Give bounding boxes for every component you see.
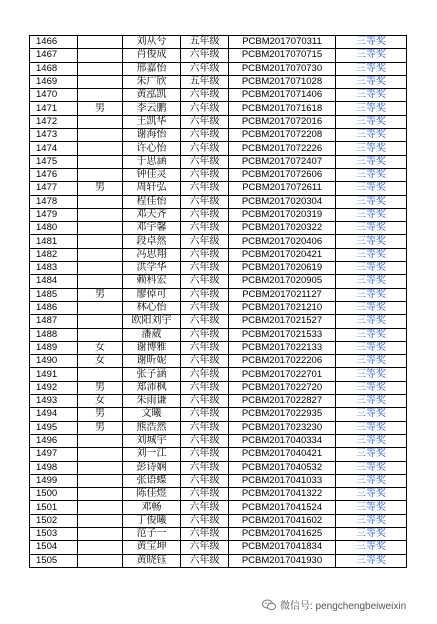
grade-cell: 六年级 <box>181 208 229 221</box>
award-cell: 三等奖 <box>336 168 407 181</box>
student-name: 许心怡 <box>123 142 181 155</box>
grade-cell: 六年级 <box>181 89 229 102</box>
registration-code: PCBM2017041930 <box>229 554 336 567</box>
row-number: 1477 <box>30 182 78 195</box>
registration-code: PCBM2017071406 <box>229 89 336 102</box>
award-cell: 三等奖 <box>336 208 407 221</box>
row-number: 1486 <box>30 301 78 314</box>
gender-cell <box>78 474 123 487</box>
student-name: 赖科宏 <box>123 275 181 288</box>
table-row <box>30 142 407 155</box>
table-row <box>30 262 407 275</box>
student-name: 林心怡 <box>123 301 181 314</box>
gender-cell <box>78 368 123 381</box>
award-cell: 三等奖 <box>336 102 407 115</box>
row-number: 1497 <box>30 448 78 461</box>
award-cell: 三等奖 <box>336 49 407 62</box>
award-cell: 三等奖 <box>336 395 407 408</box>
gender-cell <box>78 36 123 49</box>
table-row <box>30 434 407 447</box>
gender-cell <box>78 62 123 75</box>
grade-cell: 六年级 <box>181 115 229 128</box>
registration-code: PCBM2017021527 <box>229 315 336 328</box>
row-number: 1467 <box>30 49 78 62</box>
award-cell: 三等奖 <box>336 341 407 354</box>
registration-code: PCBM2017072208 <box>229 129 336 142</box>
student-name: 周轩弘 <box>123 182 181 195</box>
grade-cell: 六年级 <box>181 129 229 142</box>
row-number: 1493 <box>30 395 78 408</box>
table-row <box>30 488 407 501</box>
grade-cell: 六年级 <box>181 488 229 501</box>
table-row <box>30 115 407 128</box>
award-cell: 三等奖 <box>336 62 407 75</box>
student-name: 段卓然 <box>123 235 181 248</box>
award-cell: 三等奖 <box>336 408 407 421</box>
registration-code: PCBM2017020421 <box>229 248 336 261</box>
gender-cell: 男 <box>78 421 123 434</box>
grade-cell: 六年级 <box>181 155 229 168</box>
gender-cell: 男 <box>78 182 123 195</box>
table-row <box>30 36 407 49</box>
award-cell: 三等奖 <box>336 142 407 155</box>
gender-cell <box>78 301 123 314</box>
table-row <box>30 315 407 328</box>
grade-cell: 六年级 <box>181 328 229 341</box>
grade-cell: 六年级 <box>181 168 229 181</box>
table-row <box>30 527 407 540</box>
grade-cell: 六年级 <box>181 381 229 394</box>
registration-code: PCBM2017021533 <box>229 328 336 341</box>
grade-cell: 五年级 <box>181 36 229 49</box>
student-name: 郑沛枫 <box>123 381 181 394</box>
award-cell: 三等奖 <box>336 461 407 474</box>
grade-cell: 六年级 <box>181 341 229 354</box>
student-name: 文曦 <box>123 408 181 421</box>
row-number: 1483 <box>30 262 78 275</box>
grade-cell: 六年级 <box>181 262 229 275</box>
gender-cell <box>78 142 123 155</box>
registration-code: PCBM2017041602 <box>229 514 336 527</box>
registration-code: PCBM2017040421 <box>229 448 336 461</box>
table-row <box>30 448 407 461</box>
grade-cell: 六年级 <box>181 248 229 261</box>
gender-cell: 男 <box>78 102 123 115</box>
registration-code: PCBM2017041033 <box>229 474 336 487</box>
gender-cell: 女 <box>78 341 123 354</box>
table-row <box>30 129 407 142</box>
grade-cell: 六年级 <box>181 235 229 248</box>
table-row <box>30 301 407 314</box>
table-row <box>30 408 407 421</box>
student-name: 邓天齐 <box>123 208 181 221</box>
gender-cell: 女 <box>78 355 123 368</box>
grade-cell: 六年级 <box>181 434 229 447</box>
student-name: 张子涵 <box>123 368 181 381</box>
gender-cell: 男 <box>78 381 123 394</box>
grade-cell: 六年级 <box>181 474 229 487</box>
student-name: 于思涵 <box>123 155 181 168</box>
gender-cell <box>78 554 123 567</box>
registration-code: PCBM2017041322 <box>229 488 336 501</box>
row-number: 1473 <box>30 129 78 142</box>
award-cell: 三等奖 <box>336 328 407 341</box>
row-number: 1470 <box>30 89 78 102</box>
row-number: 1503 <box>30 527 78 540</box>
grade-cell: 六年级 <box>181 501 229 514</box>
award-cell: 三等奖 <box>336 514 407 527</box>
award-cell: 三等奖 <box>336 527 407 540</box>
award-cell: 三等奖 <box>336 381 407 394</box>
registration-code: PCBM2017072407 <box>229 155 336 168</box>
wechat-id-text: 微信号: pengchengbeiweixin <box>280 601 407 612</box>
award-cell: 三等奖 <box>336 195 407 208</box>
row-number: 1476 <box>30 168 78 181</box>
row-number: 1498 <box>30 461 78 474</box>
table-row <box>30 328 407 341</box>
student-name: 邓宇馨 <box>123 222 181 235</box>
grade-cell: 六年级 <box>181 49 229 62</box>
gender-cell <box>78 448 123 461</box>
registration-code: PCBM2017020319 <box>229 208 336 221</box>
gender-cell <box>78 129 123 142</box>
grade-cell: 六年级 <box>181 355 229 368</box>
registration-code: PCBM2017022935 <box>229 408 336 421</box>
row-number: 1474 <box>30 142 78 155</box>
student-name: 黄宝坤 <box>123 541 181 554</box>
grade-cell: 六年级 <box>181 514 229 527</box>
student-name: 朱雨谦 <box>123 395 181 408</box>
gender-cell <box>78 514 123 527</box>
award-cell: 三等奖 <box>336 434 407 447</box>
grade-cell: 六年级 <box>181 222 229 235</box>
registration-code: PCBM2017072226 <box>229 142 336 155</box>
gender-cell <box>78 89 123 102</box>
row-number: 1495 <box>30 421 78 434</box>
row-number: 1478 <box>30 195 78 208</box>
award-cell: 三等奖 <box>336 115 407 128</box>
row-number: 1468 <box>30 62 78 75</box>
registration-code: PCBM2017071028 <box>229 75 336 88</box>
registration-code: PCBM2017021210 <box>229 301 336 314</box>
award-cell: 三等奖 <box>336 355 407 368</box>
row-number: 1475 <box>30 155 78 168</box>
gender-cell: 女 <box>78 395 123 408</box>
student-name: 王凯华 <box>123 115 181 128</box>
row-number: 1472 <box>30 115 78 128</box>
student-name: 欧阳刘宇 <box>123 315 181 328</box>
registration-code: PCBM2017020905 <box>229 275 336 288</box>
table-row <box>30 461 407 474</box>
row-number: 1485 <box>30 288 78 301</box>
row-number: 1500 <box>30 488 78 501</box>
table-row <box>30 554 407 567</box>
grade-cell: 六年级 <box>181 102 229 115</box>
row-number: 1471 <box>30 102 78 115</box>
student-name: 刘从兮 <box>123 36 181 49</box>
student-name: 陈佳煜 <box>123 488 181 501</box>
results-table <box>29 35 407 568</box>
grade-cell: 五年级 <box>181 75 229 88</box>
gender-cell <box>78 501 123 514</box>
row-number: 1504 <box>30 541 78 554</box>
registration-code: PCBM2017023230 <box>229 421 336 434</box>
row-number: 1505 <box>30 554 78 567</box>
row-number: 1469 <box>30 75 78 88</box>
gender-cell <box>78 49 123 62</box>
award-cell: 三等奖 <box>336 75 407 88</box>
award-cell: 三等奖 <box>336 474 407 487</box>
registration-code: PCBM2017020619 <box>229 262 336 275</box>
gender-cell <box>78 195 123 208</box>
table-row <box>30 195 407 208</box>
award-cell: 三等奖 <box>336 275 407 288</box>
student-name: 程佳怡 <box>123 195 181 208</box>
student-name: 李云鹏 <box>123 102 181 115</box>
award-cell: 三等奖 <box>336 301 407 314</box>
student-name: 邢嘉怡 <box>123 62 181 75</box>
table-row <box>30 208 407 221</box>
table-row <box>30 155 407 168</box>
award-cell: 三等奖 <box>336 448 407 461</box>
grade-cell: 六年级 <box>181 62 229 75</box>
student-name: 谢昕妮 <box>123 355 181 368</box>
grade-cell: 六年级 <box>181 395 229 408</box>
gender-cell <box>78 527 123 540</box>
award-cell: 三等奖 <box>336 554 407 567</box>
registration-code: PCBM2017021127 <box>229 288 336 301</box>
table-row <box>30 75 407 88</box>
row-number: 1492 <box>30 381 78 394</box>
table-row <box>30 501 407 514</box>
student-name: 谢海怡 <box>123 129 181 142</box>
wechat-footer <box>262 597 406 612</box>
award-cell: 三等奖 <box>336 235 407 248</box>
table-row <box>30 288 407 301</box>
award-cell: 三等奖 <box>336 501 407 514</box>
row-number: 1479 <box>30 208 78 221</box>
grade-cell: 六年级 <box>181 554 229 567</box>
gender-cell <box>78 222 123 235</box>
table-row <box>30 275 407 288</box>
award-cell: 三等奖 <box>336 368 407 381</box>
wechat-icon <box>262 599 276 611</box>
student-name: 黄泓凯 <box>123 89 181 102</box>
gender-cell <box>78 488 123 501</box>
row-number: 1502 <box>30 514 78 527</box>
award-cell: 三等奖 <box>336 488 407 501</box>
student-name: 廖倬可 <box>123 288 181 301</box>
grade-cell: 六年级 <box>181 182 229 195</box>
row-number: 1501 <box>30 501 78 514</box>
student-name: 熊浩然 <box>123 421 181 434</box>
table-row <box>30 62 407 75</box>
student-name: 丁俊曦 <box>123 514 181 527</box>
gender-cell <box>78 541 123 554</box>
student-name: 钟佳灵 <box>123 168 181 181</box>
registration-code: PCBM2017022701 <box>229 368 336 381</box>
award-cell: 三等奖 <box>336 222 407 235</box>
table-row <box>30 341 407 354</box>
gender-cell <box>78 248 123 261</box>
grade-cell: 六年级 <box>181 315 229 328</box>
award-cell: 三等奖 <box>336 248 407 261</box>
registration-code: PCBM2017072606 <box>229 168 336 181</box>
registration-code: PCBM2017040334 <box>229 434 336 447</box>
table-row <box>30 235 407 248</box>
table-row <box>30 182 407 195</box>
registration-code: PCBM2017041524 <box>229 501 336 514</box>
row-number: 1466 <box>30 36 78 49</box>
student-name: 肖俊成 <box>123 49 181 62</box>
award-cell: 三等奖 <box>336 182 407 195</box>
gender-cell <box>78 235 123 248</box>
table-row <box>30 102 407 115</box>
student-name: 张语蝶 <box>123 474 181 487</box>
student-name: 潘葳 <box>123 328 181 341</box>
grade-cell: 六年级 <box>181 527 229 540</box>
grade-cell: 六年级 <box>181 301 229 314</box>
gender-cell <box>78 328 123 341</box>
registration-code: PCBM2017041834 <box>229 541 336 554</box>
grade-cell: 六年级 <box>181 461 229 474</box>
award-cell: 三等奖 <box>336 36 407 49</box>
table-row <box>30 168 407 181</box>
grade-cell: 六年级 <box>181 142 229 155</box>
award-cell: 三等奖 <box>336 288 407 301</box>
row-number: 1494 <box>30 408 78 421</box>
gender-cell <box>78 168 123 181</box>
student-name: 谢博雅 <box>123 341 181 354</box>
student-name: 彭诗娴 <box>123 461 181 474</box>
award-cell: 三等奖 <box>336 541 407 554</box>
gender-cell: 男 <box>78 408 123 421</box>
registration-code: PCBM2017070715 <box>229 49 336 62</box>
registration-code: PCBM2017071618 <box>229 102 336 115</box>
student-name: 范子一 <box>123 527 181 540</box>
table-row <box>30 474 407 487</box>
student-name: 邓畅 <box>123 501 181 514</box>
table-row <box>30 222 407 235</box>
student-name: 黄晓钰 <box>123 554 181 567</box>
student-name: 洪学华 <box>123 262 181 275</box>
table-row <box>30 395 407 408</box>
table-row <box>30 514 407 527</box>
registration-code: PCBM2017070311 <box>229 36 336 49</box>
award-cell: 三等奖 <box>336 421 407 434</box>
gender-cell <box>78 75 123 88</box>
registration-code: PCBM2017070730 <box>229 62 336 75</box>
registration-code: PCBM2017020322 <box>229 222 336 235</box>
registration-code: PCBM2017020406 <box>229 235 336 248</box>
registration-code: PCBM2017020304 <box>229 195 336 208</box>
grade-cell: 六年级 <box>181 275 229 288</box>
grade-cell: 六年级 <box>181 368 229 381</box>
gender-cell <box>78 434 123 447</box>
row-number: 1484 <box>30 275 78 288</box>
table-row <box>30 248 407 261</box>
gender-cell <box>78 155 123 168</box>
registration-code: PCBM2017072016 <box>229 115 336 128</box>
results-table-body <box>30 36 407 568</box>
registration-code: PCBM2017022133 <box>229 341 336 354</box>
award-cell: 三等奖 <box>336 129 407 142</box>
grade-cell: 六年级 <box>181 541 229 554</box>
table-row <box>30 368 407 381</box>
student-name: 朱广欣 <box>123 75 181 88</box>
row-number: 1480 <box>30 222 78 235</box>
registration-code: PCBM2017022720 <box>229 381 336 394</box>
registration-code: PCBM2017022827 <box>229 395 336 408</box>
row-number: 1488 <box>30 328 78 341</box>
registration-code: PCBM2017041625 <box>229 527 336 540</box>
row-number: 1496 <box>30 434 78 447</box>
award-cell: 三等奖 <box>336 89 407 102</box>
grade-cell: 六年级 <box>181 448 229 461</box>
gender-cell <box>78 315 123 328</box>
registration-code: PCBM2017072611 <box>229 182 336 195</box>
table-row <box>30 381 407 394</box>
grade-cell: 六年级 <box>181 288 229 301</box>
row-number: 1482 <box>30 248 78 261</box>
table-row <box>30 541 407 554</box>
registration-code: PCBM2017022206 <box>229 355 336 368</box>
student-name: 冯思翔 <box>123 248 181 261</box>
grade-cell: 六年级 <box>181 421 229 434</box>
row-number: 1481 <box>30 235 78 248</box>
award-cell: 三等奖 <box>336 315 407 328</box>
student-name: 刘一江 <box>123 448 181 461</box>
grade-cell: 六年级 <box>181 408 229 421</box>
table-row <box>30 49 407 62</box>
row-number: 1490 <box>30 355 78 368</box>
row-number: 1491 <box>30 368 78 381</box>
table-row <box>30 421 407 434</box>
table-row <box>30 355 407 368</box>
gender-cell: 男 <box>78 288 123 301</box>
registration-code: PCBM2017040532 <box>229 461 336 474</box>
gender-cell <box>78 461 123 474</box>
gender-cell <box>78 275 123 288</box>
award-cell: 三等奖 <box>336 262 407 275</box>
award-cell: 三等奖 <box>336 155 407 168</box>
row-number: 1499 <box>30 474 78 487</box>
row-number: 1489 <box>30 341 78 354</box>
table-row <box>30 89 407 102</box>
student-name: 刘城宇 <box>123 434 181 447</box>
gender-cell <box>78 115 123 128</box>
gender-cell <box>78 262 123 275</box>
gender-cell <box>78 208 123 221</box>
grade-cell: 六年级 <box>181 195 229 208</box>
row-number: 1487 <box>30 315 78 328</box>
